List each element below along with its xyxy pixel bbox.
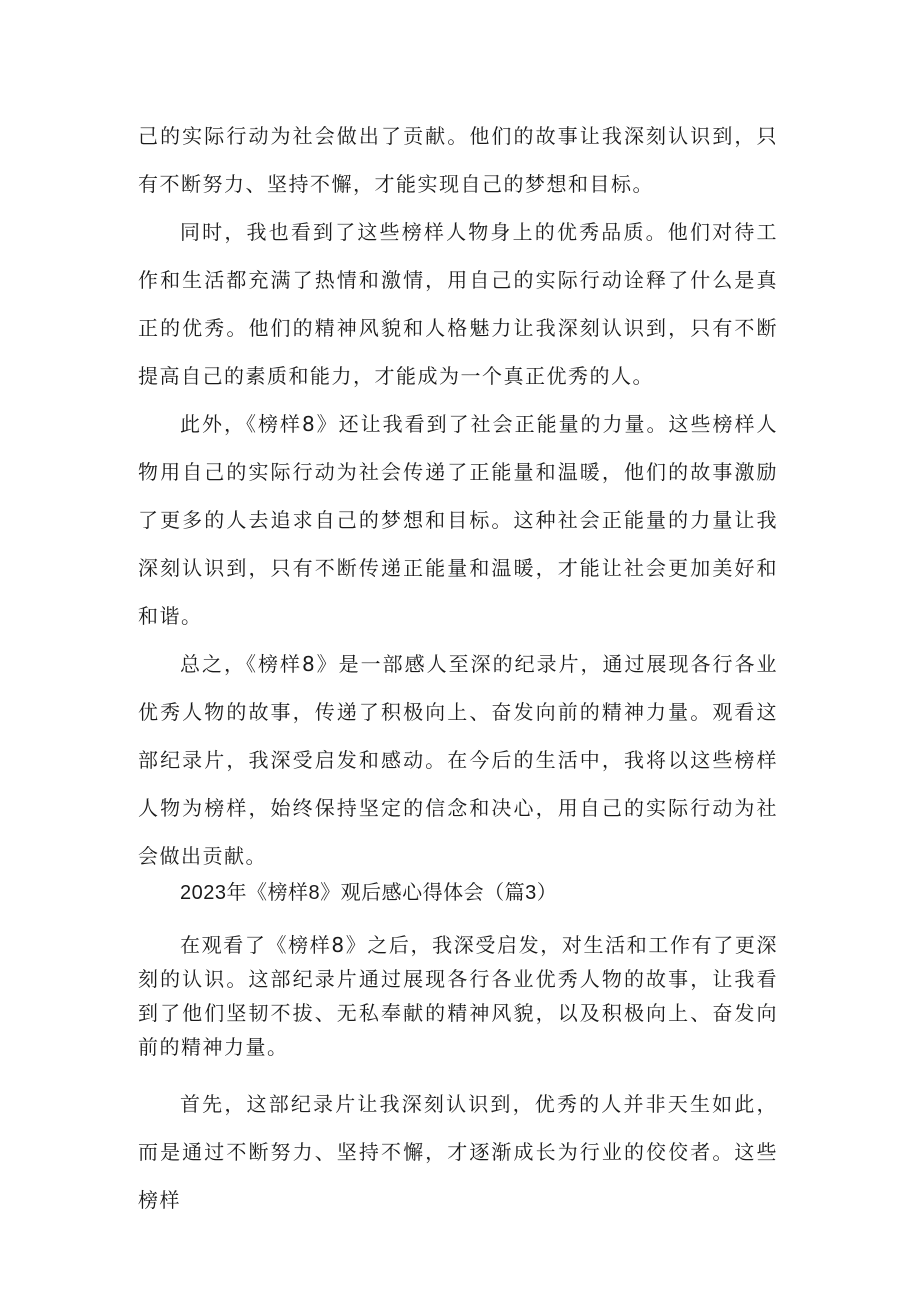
- paragraph-conclusion: 总之，《榜样8》是一部感人至深的纪录片，通过展现各行各业优秀人物的故事，传递了积极向上、奋发向前的精神力量。观看这部纪录片，我深受启发和感动。在今后的生活中，我将以这些榜样人物为榜样，始终保持坚定的信念和决心，用自己的实际行动为社会做出贡献。: [138, 652, 778, 868]
- paragraph-continuation: 己的实际行动为社会做出了贡献。他们的故事让我深刻认识到，只有不断努力、坚持不懈，才能实现自己的梦想和目标。: [138, 124, 778, 196]
- paragraph-positive-energy: 此外，《榜样8》还让我看到了社会正能量的力量。这些榜样人物用自己的实际行动为社会传递了正能量和温暖，他们的故事激励了更多的人去追求自己的梦想和目标。这种社会正能量的力量让我深刻认识到，只有不断传递正能量和温暖，才能让社会更加美好和和谐。: [138, 412, 778, 628]
- section-heading: 2023年《榜样8》观后感心得体会（篇3）: [180, 882, 558, 904]
- section-paragraph-intro: 在观看了《榜样8》之后，我深受启发，对生活和工作有了更深刻的认识。这部纪录片通过展现各行各业优秀人物的故事，让我看到了他们坚韧不拔、无私奉献的精神风貌，以及积极向上、奋发向前的精神力量。: [138, 933, 778, 1059]
- section-paragraph-first: 首先，这部纪录片让我深刻认识到，优秀的人并非天生如此，而是通过不断努力、坚持不懈，才逐渐成长为行业的佼佼者。这些榜样: [138, 1092, 778, 1212]
- paragraph-qualities: 同时，我也看到了这些榜样人物身上的优秀品质。他们对待工作和生活都充满了热情和激情，用自己的实际行动诠释了什么是真正的优秀。他们的精神风貌和人格魅力让我深刻认识到，只有不断提高自己的素质和能力，才能成为一个真正优秀的人。: [138, 220, 778, 388]
